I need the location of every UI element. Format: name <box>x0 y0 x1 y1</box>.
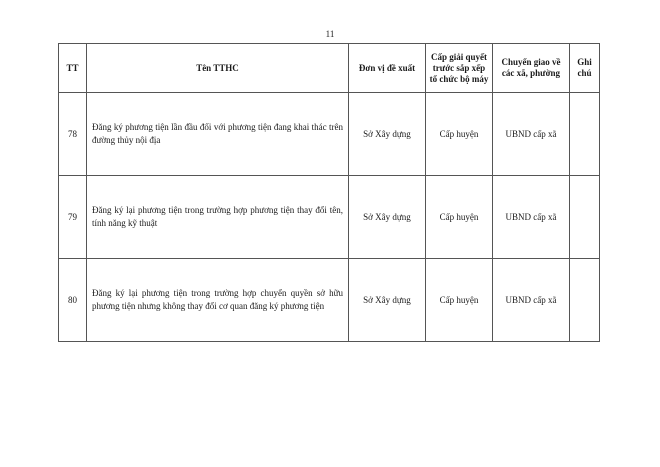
table-row <box>59 259 600 342</box>
header-transfer-to: Chuyển giao về các xã, phường <box>493 44 570 93</box>
cell-previous-level: Cấp huyện <box>426 176 493 259</box>
cell-note <box>570 93 600 176</box>
cell-procedure-name: Đăng ký phương tiện lần đầu đối với phương tiện đang khai thác trên đường thủy nội địa <box>87 93 349 176</box>
page-number: 11 <box>325 29 335 39</box>
cell-proposing-unit: Sở Xây dựng <box>349 259 426 342</box>
table-row <box>59 93 600 176</box>
header-previous-level: Cấp giải quyết trước sắp xếp tổ chức bộ máy <box>426 44 493 93</box>
cell-transfer-to: UBND cấp xã <box>493 176 570 259</box>
table-row <box>59 176 600 259</box>
cell-proposing-unit: Sở Xây dựng <box>349 93 426 176</box>
header-note: Ghi chú <box>570 44 600 93</box>
cell-procedure-name: Đăng ký lại phương tiện trong trường hợp phương tiện thay đổi tên, tính năng kỹ thuật <box>87 176 349 259</box>
cell-previous-level: Cấp huyện <box>426 259 493 342</box>
header-procedure-name: Tên TTHC <box>87 44 349 93</box>
cell-tt: 79 <box>59 176 87 259</box>
header-proposing-unit: Đơn vị đề xuất <box>349 44 426 93</box>
cell-procedure-name: Đăng ký lại phương tiện trong trường hợp chuyển quyền sở hữu phương tiện nhưng không thay đổi cơ quan đăng ký phương tiện <box>87 259 349 342</box>
header-tt: TT <box>59 44 87 93</box>
cell-tt: 80 <box>59 259 87 342</box>
cell-note <box>570 259 600 342</box>
procedures-table <box>58 43 600 342</box>
cell-note <box>570 176 600 259</box>
table-header <box>59 44 600 93</box>
cell-transfer-to: UBND cấp xã <box>493 93 570 176</box>
cell-proposing-unit: Sở Xây dựng <box>349 176 426 259</box>
header-row <box>59 44 600 93</box>
cell-tt: 78 <box>59 93 87 176</box>
cell-previous-level: Cấp huyện <box>426 93 493 176</box>
cell-transfer-to: UBND cấp xã <box>493 259 570 342</box>
